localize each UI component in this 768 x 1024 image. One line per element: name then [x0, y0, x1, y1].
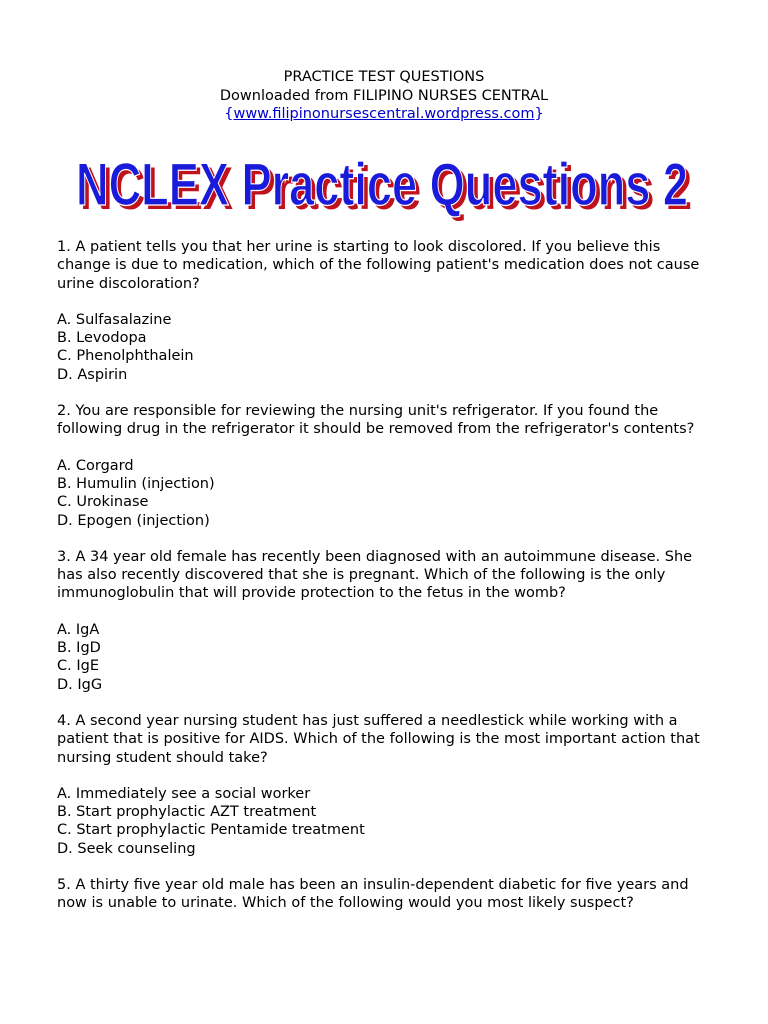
question-text: 5. A thirty five year old male has been an insulin-dependent diabetic for five years and now is unable to urinate. Which of the following would you most likely suspect?	[57, 877, 689, 912]
answer-option: D. Epogen (injection)	[57, 512, 210, 529]
header-link-line	[0, 105, 768, 124]
question-text: 2. You are responsible for reviewing the nursing unit's refrigerator. If you found the following drug in the refrigerator it should be removed from the refrigerator's contents?	[57, 403, 695, 438]
answer-option: C. Phenolphthalein	[57, 348, 194, 365]
answer-option: B. Start prophylactic AZT treatment	[57, 804, 317, 821]
header-title: PRACTICE TEST QUESTIONS	[283, 69, 485, 85]
question-text: 4. A second year nursing student has just suffered a needlestick while working with a patient that is positive for AIDS. Which of the following is the most important action that nursing student should take?	[57, 712, 700, 766]
title-text: NCLEX Practice Questions 2	[76, 151, 688, 218]
answer-option: B. Levodopa	[57, 330, 147, 347]
answer-option: C. IgE	[57, 658, 99, 675]
document-header	[0, 68, 768, 124]
answer-option: D. IgG	[57, 676, 103, 693]
answer-option: C. Start prophylactic Pentamide treatment	[57, 822, 365, 839]
question-text: 3. A 34 year old female has recently been diagnosed with an autoimmune disease. She has also recently discovered that she is pregnant. Which of the following is the only immunoglobulin that will provide protection to the fetus in the womb?	[57, 548, 693, 602]
title-shadow: NCLEX Practice Questions 2	[80, 155, 692, 222]
answer-option: A. Corgard	[57, 457, 134, 474]
source-link[interactable]: www.filipinonursescentral.wordpress.com	[233, 106, 535, 122]
answer-options	[57, 311, 717, 384]
brace-open: {	[224, 106, 234, 122]
answer-option: B. IgD	[57, 640, 101, 657]
brace-close: }	[534, 106, 544, 122]
answer-options	[57, 785, 717, 858]
question-list	[57, 238, 717, 931]
answer-option: D. Seek counseling	[57, 840, 196, 857]
answer-option: D. Aspirin	[57, 366, 128, 383]
answer-option: B. Humulin (injection)	[57, 475, 215, 492]
answer-options	[57, 457, 717, 530]
title-wordart	[64, 146, 704, 230]
answer-option: A. Sulfasalazine	[57, 311, 172, 328]
answer-option: A. IgA	[57, 621, 100, 638]
title-banner	[0, 146, 768, 230]
question-text: 1. A patient tells you that her urine is starting to look discolored. If you believe this change is due to medication, which of the following patient's medication does not cause urine discoloration?	[57, 239, 700, 292]
answer-option: A. Immediately see a social worker	[57, 785, 311, 802]
answer-options	[57, 621, 717, 694]
answer-option: C. Urokinase	[57, 494, 149, 511]
header-source: Downloaded from FILIPINO NURSES CENTRAL	[219, 87, 549, 104]
